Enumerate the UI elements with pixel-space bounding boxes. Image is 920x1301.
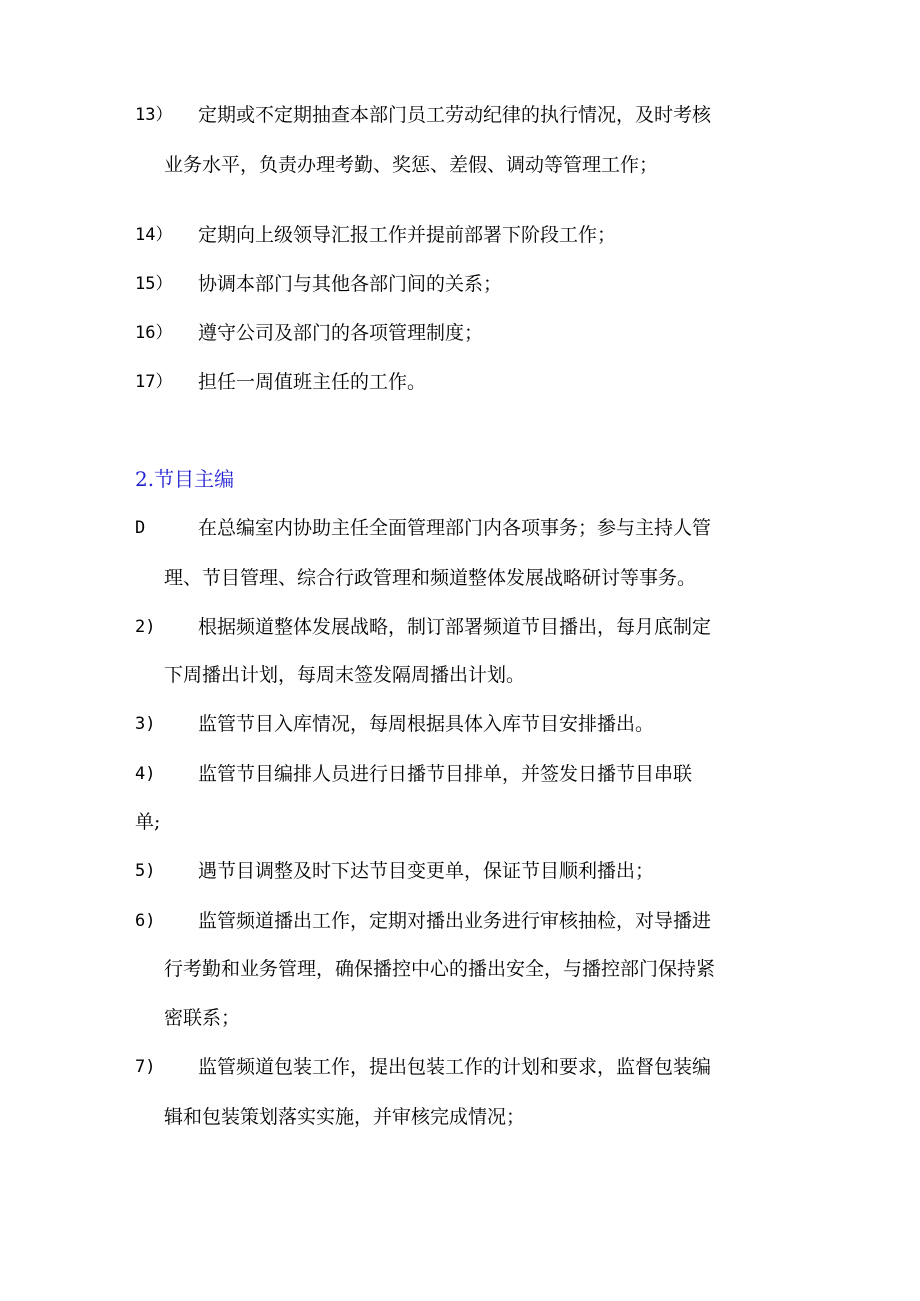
item-text: 协调本部门与其他各部门间的关系； — [198, 273, 503, 295]
item-number: 7) — [135, 1057, 156, 1077]
item-text: 遇节目调整及时下达节目变更单，保证节目顺利播出； — [198, 860, 655, 882]
item-text: 单; — [135, 811, 161, 833]
item-text: 监管节目入库情况，每周根据具体入库节目安排播出。 — [198, 713, 655, 735]
item-text: 监管节目编排人员进行日播节目排单，并签发日播节目串联 — [198, 763, 693, 785]
item-text: 根据频道整体发展战略，制订部署频道节目播出，每月底制定 — [198, 616, 712, 638]
item-text: 定期向上级领导汇报工作并提前部署下阶段工作； — [198, 224, 617, 246]
item-text: 辑和包装策划落实实施，并审核完成情况； — [164, 1106, 526, 1128]
item-text: 在总编室内协助主任全面管理部门内各项事务；参与主持人管 — [198, 517, 712, 539]
item-text: 业务水平，负责办理考勤、奖惩、差假、调动等管理工作； — [164, 154, 659, 176]
item-text: 定期或不定期抽查本部门员工劳动纪律的执行情况，及时考核 — [198, 104, 712, 126]
item-text: 理、节目管理、综合行政管理和频道整体发展战略研讨等事务。 — [164, 567, 697, 589]
item-number: 2) — [135, 617, 156, 637]
item-number: 15） — [135, 274, 173, 294]
item-number: 17） — [135, 372, 173, 392]
item-number: 5) — [135, 861, 156, 881]
item-text: 下周播出计划，每周末签发隔周播出计划。 — [164, 664, 526, 686]
item-text: 担任一周值班主任的工作。 — [198, 371, 427, 393]
item-text: 遵守公司及部门的各项管理制度； — [198, 322, 484, 344]
item-text: 监管频道播出工作，定期对播出业务进行审核抽检，对导播进 — [198, 910, 712, 932]
item-number: 3) — [135, 714, 156, 734]
item-number: 14） — [135, 225, 173, 245]
item-text: 监管频道包装工作，提出包装工作的计划和要求，监督包装编 — [198, 1056, 712, 1078]
item-number: 16） — [135, 323, 173, 343]
item-number: 4) — [135, 764, 156, 784]
item-number: 6) — [135, 911, 156, 931]
item-text: 密联系； — [164, 1007, 241, 1029]
item-number: D — [135, 518, 146, 538]
item-number: 13） — [135, 105, 173, 125]
section-heading: 2.节目主编 — [135, 467, 235, 491]
item-text: 行考勤和业务管理，确保播控中心的播出安全，与播控部门保持紧 — [164, 958, 716, 980]
